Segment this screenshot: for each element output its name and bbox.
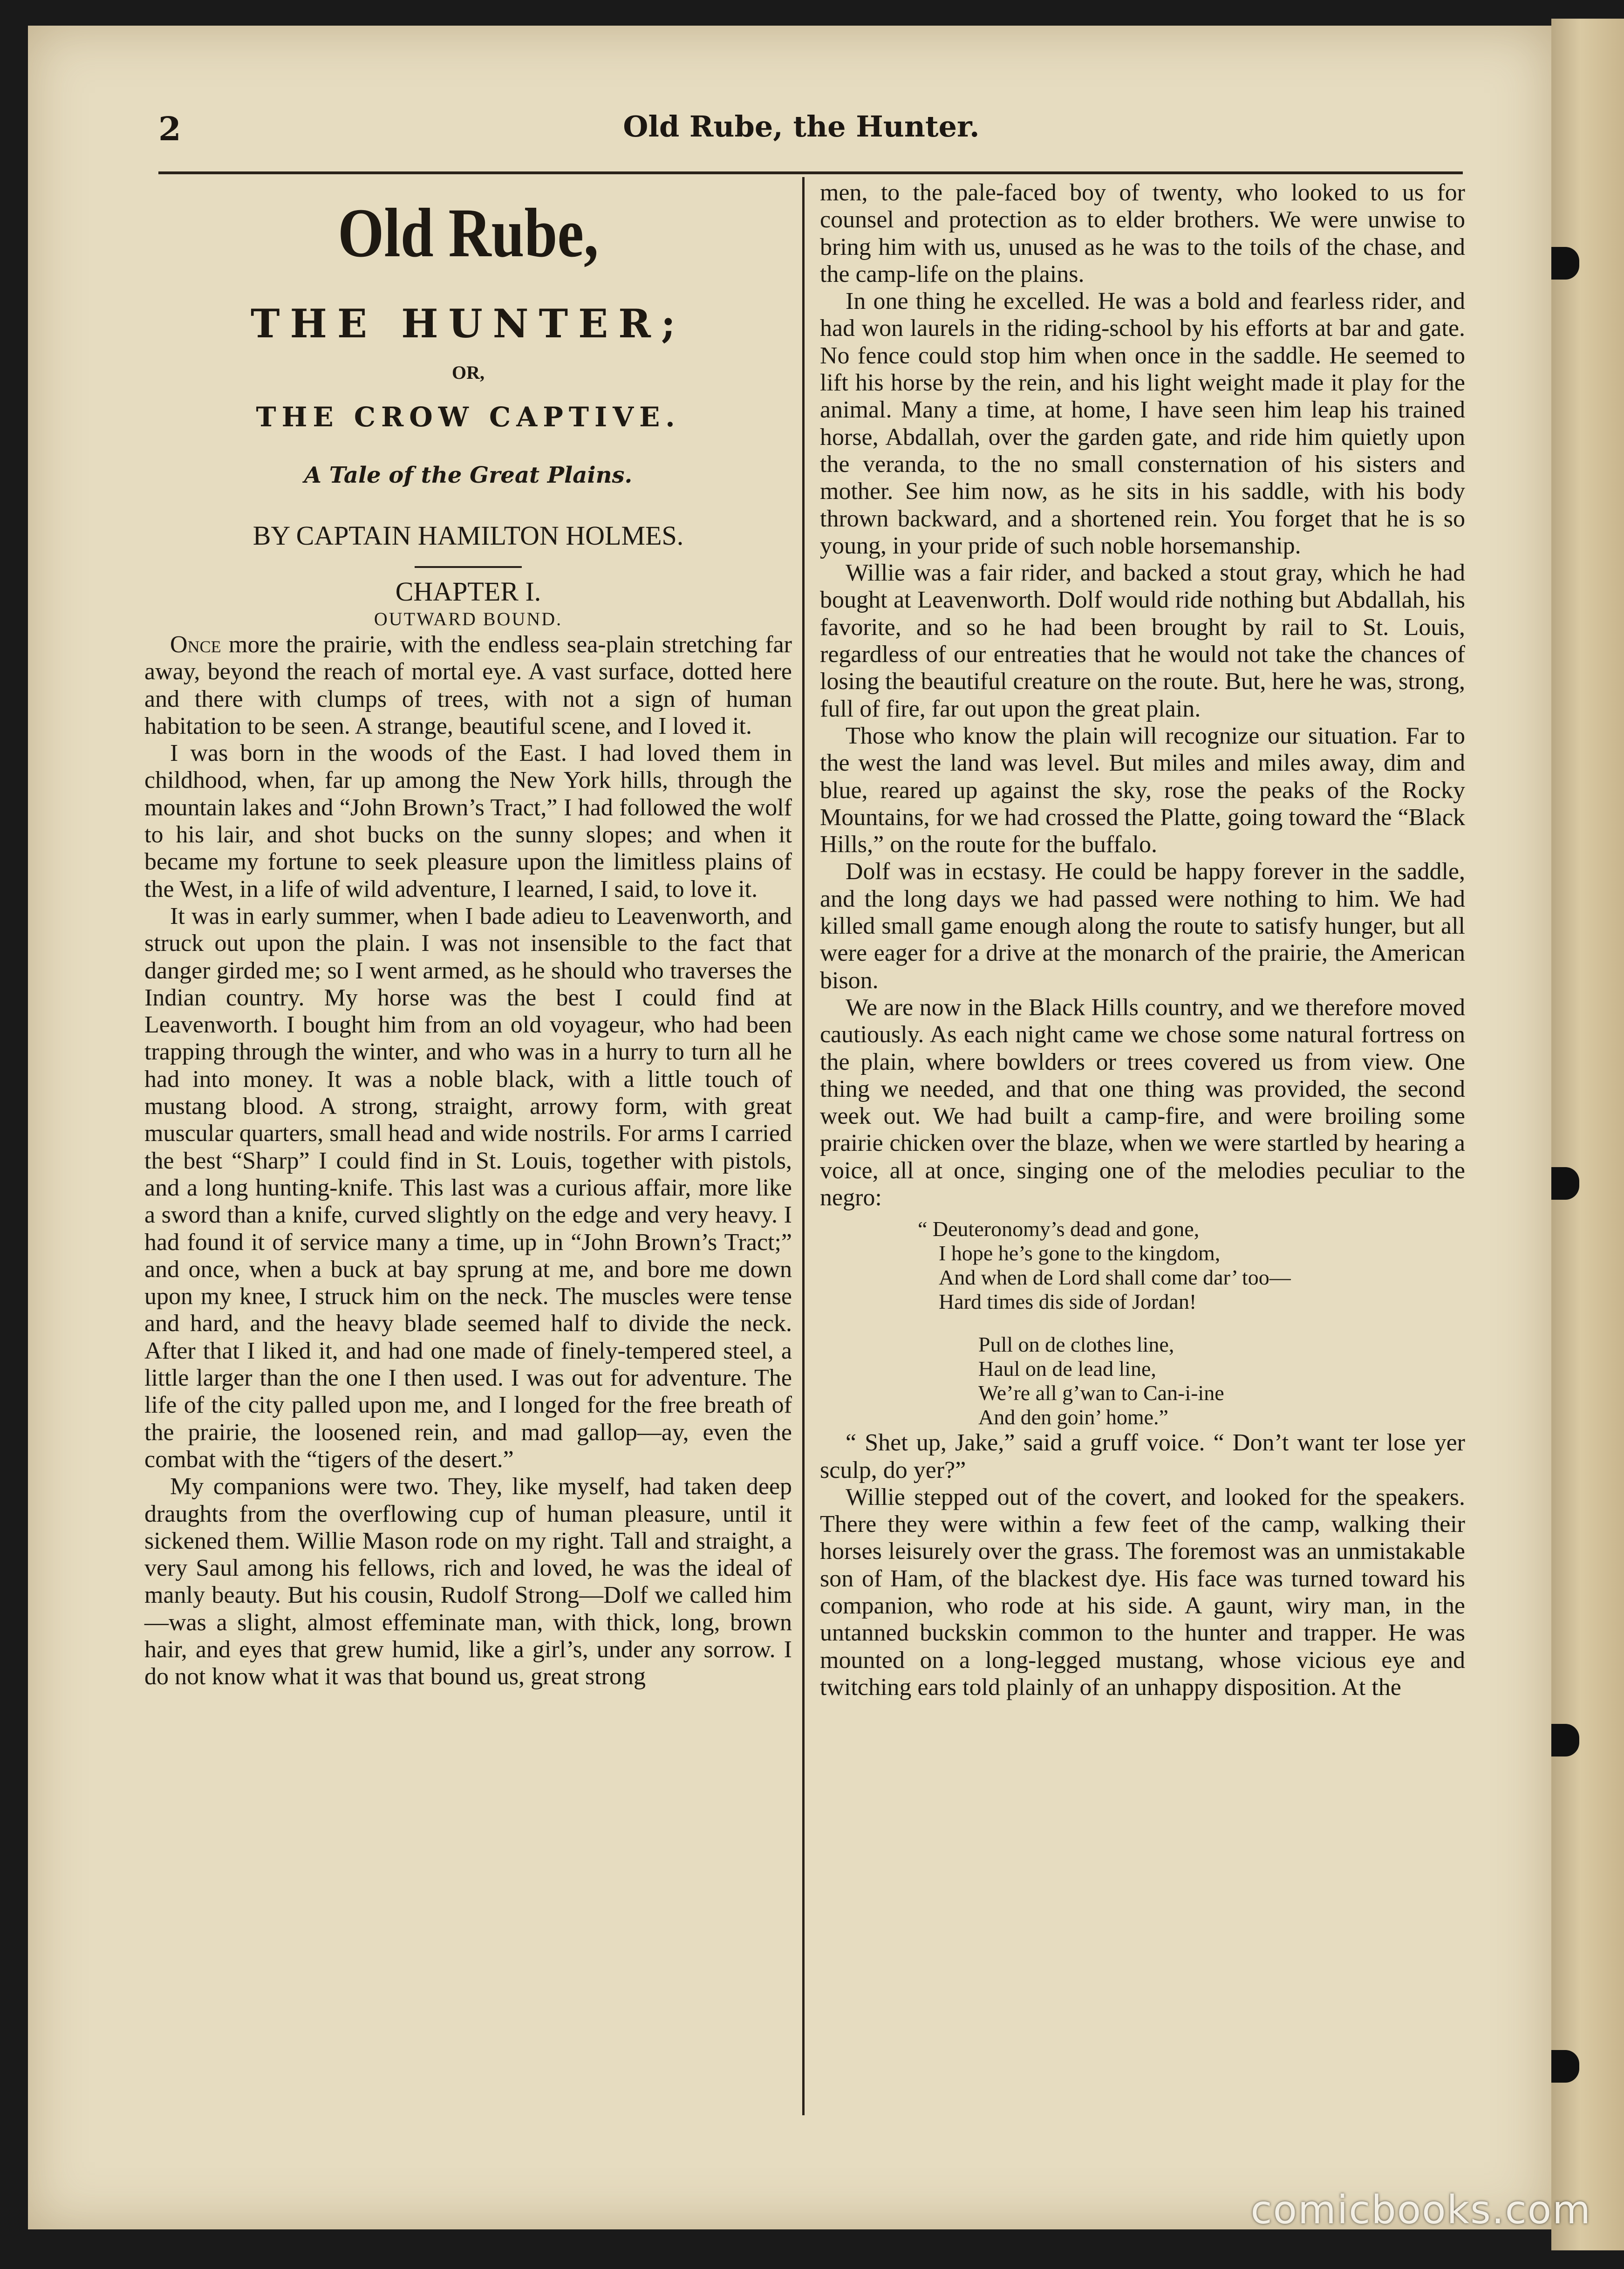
paragraph: I was born in the woods of the East. I had loved them in childhood, when, far up among the New York hills, through the mountain lakes and “John Brown’s Tract,” I had followed the wolf to his lair, and shot bucks on the sunny slopes; and when it became my fortune to seek pleasure upon the limitless plains of the West, in a life of wild adventure, I learned, I said, to love it.	[144, 740, 792, 902]
paragraph: We are now in the Black Hills country, and we therefore moved cautiously. As each night came we chose some natural fortress on the plain, where bowlders or trees covered us from view. One thing we needed, and that one thing was provided, the second week out. We had built a camp-fire, and were broiling some prairie chicken over the blaze, when we were startled by hearing a voice, all at once, singing one of the melodies peculiar to the negro:	[820, 994, 1465, 1211]
song-verse	[978, 1333, 1465, 1429]
author-byline: BY CAPTAIN HAMILTON HOLMES.	[252, 520, 684, 551]
page-header	[130, 109, 1472, 165]
header-rule	[158, 171, 1463, 174]
paragraph: Those who know the plain will recognize our situation. Far to the west the land was level. But miles and miles away, dim and blue, reared up against the sky, rose the peaks of the Rocky Mountains, for we had crossed the Platte, going toward the “Black Hills,” on the route for the buffalo.	[820, 722, 1465, 858]
chapter-heading: CHAPTER I.	[395, 576, 541, 607]
verse-line: “ Deuteronomy’s dead and gone,	[918, 1217, 1200, 1241]
chapter-subtitle: OUTWARD BOUND.	[374, 608, 563, 629]
running-title: Old Rube, the Hunter.	[623, 109, 980, 144]
verse-line: Haul on de lead line,	[978, 1357, 1156, 1381]
paragraph: Willie was a fair rider, and backed a stout gray, which he had bought at Leavenworth. Dolf would ride nothing but Abdallah, his favorite, and so he had been brought by rail to St. Louis, regardless of our entreaties that he would not take the chances of losing the beautiful creature on the route. But, here he was, strong, full of fire, far out upon the great plain.	[820, 560, 1465, 722]
watermark: comicbooks.com	[1250, 2187, 1591, 2233]
paragraph: My companions were two. They, like myself, had taken deep draughts from the overflowing cup of human pleasure, until it sickened them. Willie Mason rode on my right. Tall and straight, a very Saul among his fellows, rich and loved, he was the ideal of manly beauty. But his cousin, Rudolf Strong—Dolf we called him—was a slight, almost effeminate man, with thick, long, brown hair, and eyes that grew humid, like a girl’s, under any sorrow. I do not know what it was that bound us, great strong	[144, 1473, 792, 1690]
verse-line: And den goin’ home.”	[978, 1405, 1168, 1429]
left-column	[144, 179, 792, 1691]
title-or: OR,	[452, 362, 484, 383]
verse-line: Hard times dis side of Jordan!	[939, 1290, 1197, 1314]
paragraph: Dolf was in ecstasy. He could be happy forever in the saddle, and the long days we had passed were nothing to him. We had killed small game enough along the route to satisfy hunger, but all were eager for a drive at the monarch of the prairie, the American bison.	[820, 858, 1465, 994]
drop-word: Once	[170, 631, 221, 658]
paragraph: men, to the pale-faced boy of twenty, who looked to us for counsel and protection as to elder brothers. We were unwise to bring him with us, unused as he was to the toils of the chase, and the camp-life on the plains.	[820, 179, 1465, 287]
story-title: Old Rube,	[338, 194, 599, 272]
alternate-title: THE CROW CAPTIVE.	[256, 401, 681, 433]
paragraph-text: more the prairie, with the endless sea-plain stretching far away, beyond the reach of mortal eye. A vast surface, dotted here and there with clumps of trees, with not a sign of human habitation to be seen. A strange, beautiful scene, and I loved it.	[144, 631, 792, 739]
paragraph: In one thing he excelled. He was a bold and fearless rider, and had won laurels in the riding-school by his efforts at bar and gate. No fence could stop him when once in the saddle. He seemed to lift his horse by the rein, and his light weight made it play for the animal. Many a time, at home, I have seen him leap his trained horse, Abdallah, over the garden gate, and ride him quietly upon the veranda, to the no small consternation of his sisters and mother. See him now, as he sits in his saddle, with his body thrown backward, and a shortened rein. You forget that he is so young, in your pride of such noble horsemanship.	[820, 288, 1465, 559]
verse-line: Pull on de clothes line,	[978, 1333, 1174, 1357]
story-tagline: A Tale of the Great Plains.	[304, 462, 633, 488]
paragraph: “ Shet up, Jake,” said a gruff voice. “ Don’t want ter lose yer sculp, do yer?”	[820, 1429, 1465, 1483]
page-number: 2	[158, 109, 181, 148]
verse-line: And when de Lord shall come dar’ too—	[939, 1265, 1291, 1290]
verse-line: We’re all g’wan to Can-i-ine	[978, 1381, 1224, 1405]
column-divider	[802, 177, 805, 2115]
paragraph: It was in early summer, when I bade adieu to Leavenworth, and struck out upon the plain. I was not insensible to the fact that danger girded me; so I went armed, as he should who traverses the Indian country. My horse was the best I could find at Leavenworth. I bought him from an old voyageur, who had been trapping through the winter, and who was in a hurry to turn all he had into money. It was a noble black, with a little touch of mustang blood. A strong, straight, arrowy form, with great muscular quarters, small head and wide nostrils. For arms I carried the best “Sharp” I could find in St. Louis, together with pistols, and a long hunting-knife. This last was a curious affair, more like a sword than a knife, curved slightly on the edge and very heavy. I had found it of service many a time, up in “John Brown’s Tract;” and once, when a buck at bay sprung at me, and bore me down upon my knee, I struck him on the neck. The muscles were tense and hard, and the heavy blade seemed half to divide the neck. After that I liked it, and had one made of finely-tempered steel, a little larger than the one I then used. I was out for adventure. The life of the city palled upon me, and I longed for the free breath of the prairie, the loosened rein, and mad gallop—ay, even the combat with the “tigers of the desert.”	[144, 902, 792, 1473]
page-binding	[1551, 19, 1624, 2250]
paragraph: Willie stepped out of the covert, and looked for the speakers. There they were within a few feet of the camp, walking their horses leisurely over the grass. The foremost was an unmistakable son of Ham, of the blackest dye. His face was turned toward his companion, who rode at his side. A gaunt, wiry man, in the untanned buckskin common to the hunter and trapper. He was mounted on a long-legged mustang, whose vicious eye and twitching ears told plainly of an unhappy disposition. At the	[820, 1483, 1465, 1701]
title-rule	[415, 566, 522, 568]
paragraph	[144, 631, 792, 740]
right-column	[820, 179, 1465, 1701]
song-verse	[918, 1217, 1465, 1314]
story-subtitle: THE HUNTER;	[251, 301, 686, 347]
verse-line: I hope he’s gone to the kingdom,	[939, 1241, 1221, 1265]
